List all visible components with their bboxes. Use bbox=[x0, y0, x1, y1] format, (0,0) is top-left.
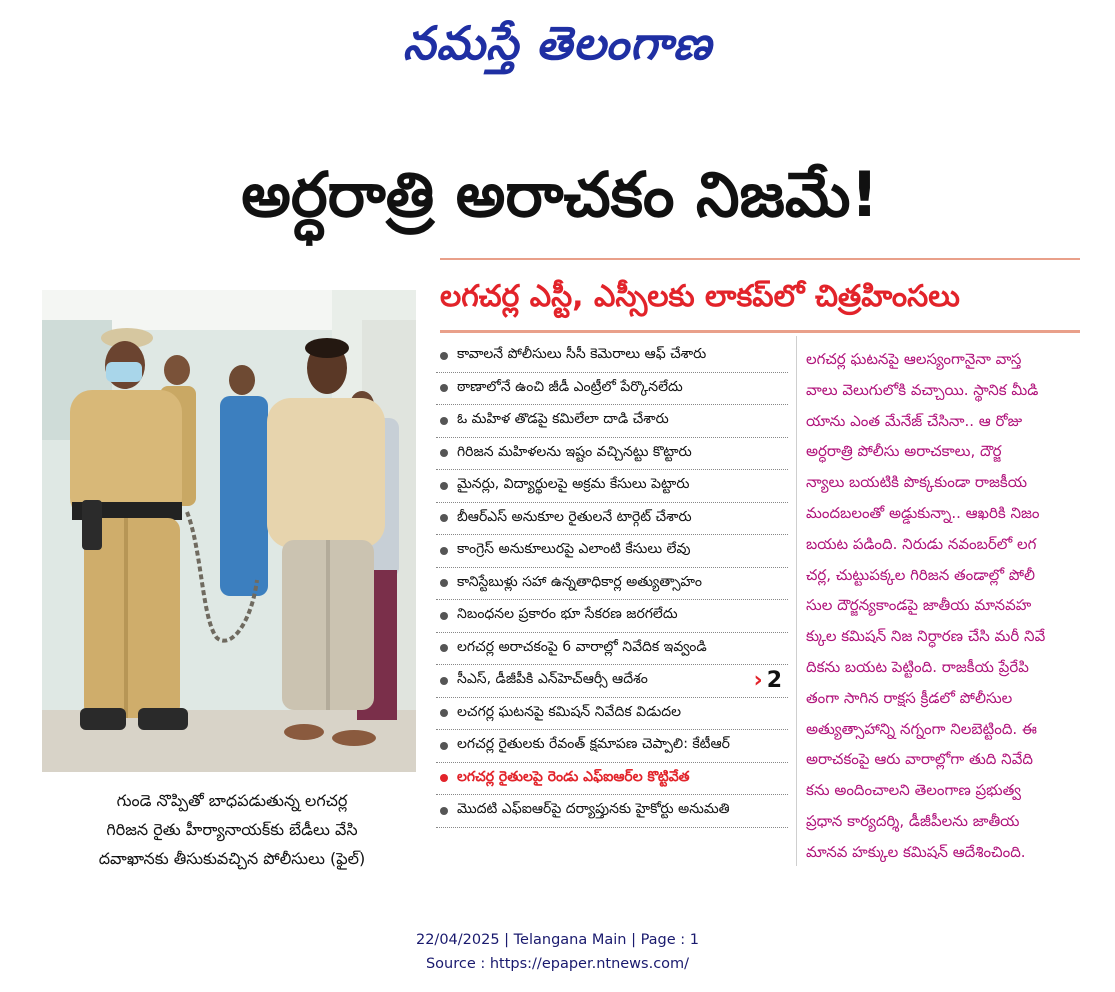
body-line: కను అందించాలని తెలంగాణ ప్రభుత్వ bbox=[806, 781, 1022, 800]
bullet-icon bbox=[440, 644, 448, 652]
bullet-icon bbox=[440, 547, 448, 555]
page-reference bbox=[754, 668, 782, 693]
bullet-icon bbox=[440, 579, 448, 587]
bullet-icon bbox=[440, 742, 448, 750]
photo-illustration bbox=[42, 290, 416, 772]
body-line: మానవ హక్కుల కమిషన్ ఆదేశించింది. bbox=[806, 842, 1026, 861]
body-line: చర్ల, చుట్టుపక్కల గిరిజన తండాల్లో పోలీ bbox=[806, 565, 1036, 584]
bullet-icon bbox=[440, 352, 448, 360]
list-item: గిరిజన మహిళలను ఇష్టం వచ్చినట్టు కొట్టారు bbox=[436, 438, 788, 471]
body-line: మందబలంతో అడ్డుకున్నా.. ఆఖరికి నిజం bbox=[806, 503, 1040, 522]
chevron-right-icon: › bbox=[753, 668, 763, 693]
page-footer bbox=[0, 928, 1115, 976]
body-line: ప్రధాన కార్యదర్శి, డీజీపీలను జాతీయ bbox=[806, 811, 1020, 830]
body-line: క్కుల కమిషన్ నిజ నిర్ధారణ చేసి మరీ నివే bbox=[806, 627, 1046, 646]
body-line: సుల దౌర్జన్యకాండపై జాతీయ మానవహ bbox=[806, 596, 1032, 615]
list-item: సీఎస్, డీజీపీకి ఎన్‌హెచ్ఆర్సీ ఆదేశం › 2 bbox=[436, 665, 788, 698]
body-line: తంగా సాగిన రాక్షస క్రీడలో పోలీసుల bbox=[806, 688, 1013, 707]
bullet-icon bbox=[440, 677, 448, 685]
list-item: కానిస్టేబుళ్లు సహా ఉన్నతాధికార్ల అత్యుత్సాహం bbox=[436, 568, 788, 601]
page-reference-number: 2 bbox=[766, 668, 782, 693]
article-body bbox=[806, 344, 1090, 868]
bullet-icon bbox=[440, 384, 448, 392]
list-item: ఓ మహిళ తొడపై కమిలేలా దాడి చేశారు bbox=[436, 405, 788, 438]
list-item-highlighted: లగచర్ల రైతులపై రెండు ఎఫ్ఐఆర్‌ల కొట్టివేత bbox=[436, 763, 788, 796]
caption-line: దవాఖానకు తీసుకువచ్చిన పోలీసులు (ఫైల్) bbox=[98, 849, 366, 868]
bullet-icon bbox=[440, 709, 448, 717]
list-item: నిబంధనల ప్రకారం భూ సేకరణ జరగలేదు bbox=[436, 600, 788, 633]
caption-line: గుండె నొప్పితో బాధపడుతున్న లగచర్ల bbox=[116, 791, 348, 810]
footer-edition-info: 22/04/2025 | Telangana Main | Page : 1 bbox=[415, 932, 700, 948]
body-line: లగచర్ల ఘటనపై ఆలస్యంగానైనా వాస్త bbox=[806, 350, 1022, 368]
body-line: వాలు వెలుగులోకి వచ్చాయి. స్థానిక మీడి bbox=[806, 380, 1039, 399]
list-item: కావాలనే పోలీసులు సీసీ కెమెరాలు ఆఫ్ చేశారు bbox=[436, 340, 788, 373]
body-line: అరాచకంపై ఆరు వారాల్లోగా తుది నివేది bbox=[806, 750, 1033, 769]
body-line: యాను ఎంత మేనేజ్ చేసినా.. ఆ రోజు bbox=[806, 411, 1023, 430]
bullet-icon bbox=[440, 774, 448, 782]
column-divider bbox=[796, 336, 797, 866]
bullet-icon bbox=[440, 482, 448, 490]
list-item: మైనర్లు, విద్యార్థులపై అక్రమ కేసులు పెట్టారు bbox=[436, 470, 788, 503]
photo-caption bbox=[62, 786, 402, 873]
list-item: బీఆర్‌ఎస్ అనుకూల రైతులనే టార్గెట్ చేశారు bbox=[436, 503, 788, 536]
article-subheadline: లగచర్ల ఎస్టీ, ఎస్సీలకు లాకప్‌లో చిత్రహింసలు bbox=[440, 279, 960, 314]
bullet-icon bbox=[440, 449, 448, 457]
news-photo bbox=[42, 290, 416, 772]
highlights-list bbox=[436, 340, 788, 828]
subhead-rule-bottom bbox=[440, 330, 1080, 333]
subhead-rule-top bbox=[440, 258, 1080, 260]
body-line: అత్యుత్సాహాన్ని నగ్నంగా నిలబెట్టింది. ఈ bbox=[806, 719, 1037, 738]
list-item: కాంగ్రెస్ అనుకూలురపై ఎలాంటి కేసులు లేవు bbox=[436, 535, 788, 568]
list-item: ఠాణాలోనే ఉంచి జీడీ ఎంట్రీలో పేర్కొనలేదు bbox=[436, 373, 788, 406]
bullet-icon bbox=[440, 807, 448, 815]
list-item: మొదటి ఎఫ్ఐఆర్‌పై దర్యాప్తునకు హైకోర్టు అనుమతి bbox=[436, 795, 788, 828]
body-line: దికను బయట పెట్టింది. రాజకీయ ప్రేరేపి bbox=[806, 657, 1029, 676]
list-item: లగచర్ల రైతులకు రేవంత్ క్షమాపణ చెప్పాలి: కేటీఆర్ bbox=[436, 730, 788, 763]
list-item: లచగర్ల ఘటనపై కమిషన్ నివేదిక విడుదల bbox=[436, 698, 788, 731]
body-line: అర్ధరాత్రి పోలీసు అరాచకాలు, దౌర్జ bbox=[806, 442, 1002, 461]
footer-source: Source : https://epaper.ntnews.com/ bbox=[425, 956, 690, 972]
caption-line: గిరిజన రైతు హీర్యానాయక్‌కు బేడీలు వేసి bbox=[106, 820, 358, 839]
list-item: లగచర్ల అరాచకంపై 6 వారాల్లో నివేదిక ఇవ్వండి bbox=[436, 633, 788, 666]
body-line: న్యాలు బయటికి పొక్కకుండా రాజకీయ bbox=[806, 473, 1028, 492]
body-line: బయట పడింది. నిరుడు నవంబర్‌లో లగ bbox=[806, 534, 1037, 553]
bullet-icon bbox=[440, 514, 448, 522]
bullet-icon bbox=[440, 612, 448, 620]
newspaper-masthead: నమస్తే తెలంగాణ bbox=[402, 16, 713, 70]
bullet-icon bbox=[440, 417, 448, 425]
article-headline: అర్ధరాత్రి అరాచకం నిజమే! bbox=[241, 158, 879, 231]
